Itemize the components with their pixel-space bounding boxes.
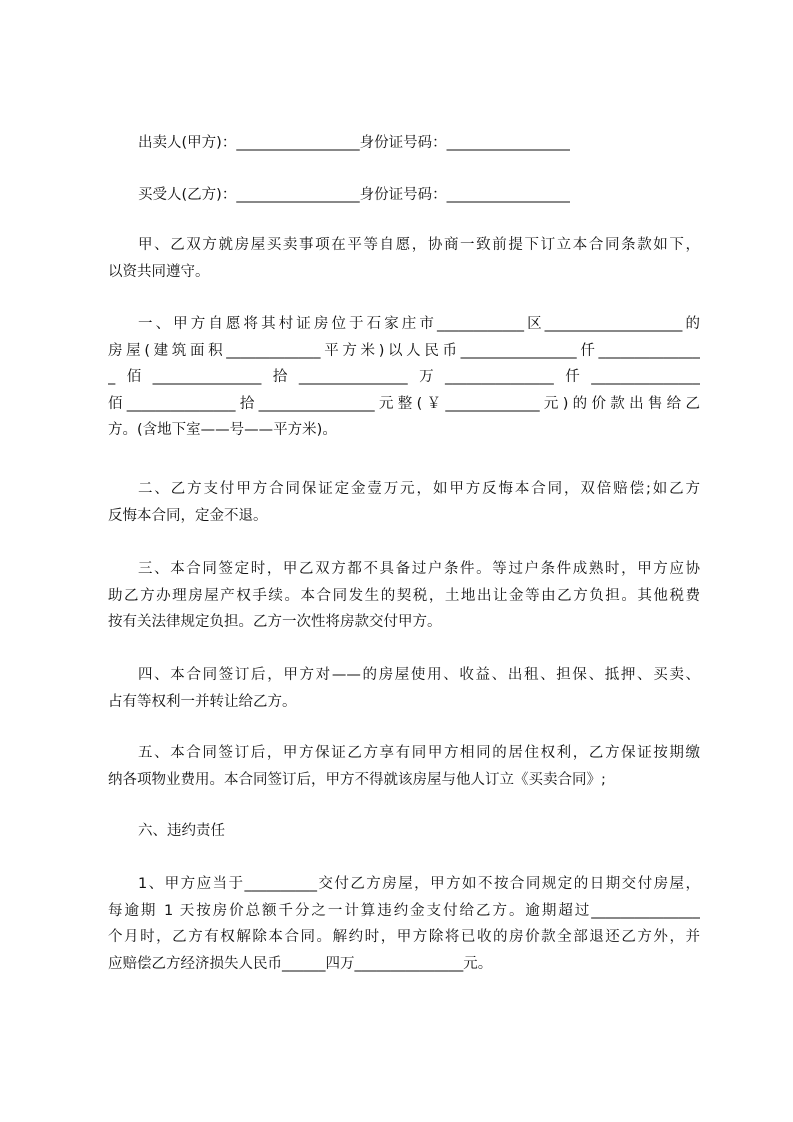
text-line: 以资共同遵守。	[108, 263, 210, 280]
text-line: 1、甲方应当于__________交付乙方房屋，甲方如不按合同规定的日期交付房屋，	[138, 876, 700, 892]
clause-4	[108, 662, 700, 715]
text-line: 助乙方办理房屋产权手续。本合同发生的契税，土地出让金等由乙方负担。其他税费	[108, 587, 700, 604]
buyer-line	[108, 182, 700, 209]
section-heading: 六、违约责任	[138, 823, 225, 839]
text-line: 个月时，乙方有权解除本合同。解约时，甲方除将已收的房价款全部退还乙方外，并	[108, 929, 700, 945]
text-line: 三、本合同签定时，甲乙双方都不具备过户条件。等过户条件成熟时，甲方应协	[138, 561, 700, 577]
text-line: 二、乙方支付甲方合同保证定金壹万元，如甲方反悔本合同，双倍赔偿;如乙方	[138, 481, 700, 497]
clause-6-title	[108, 818, 700, 845]
text-line: 应赔偿乙方经济损失人民币______四万_______________元。	[108, 955, 493, 972]
text-line: 甲、乙双方就房屋买卖事项在平等自愿，协商一致前提下订立本合同条款如下，	[138, 237, 700, 253]
text-line: 占有等权利一并转让给乙方。	[108, 693, 297, 710]
text-line: 一、甲方自愿将其村证房位于石家庄市____________区___________________的	[138, 316, 700, 332]
text-line: 纳各项物业费用。本合同签订后，甲方不得就该房屋与他人订立《买卖合同》;	[108, 771, 606, 788]
text-line: 四、本合同签订后，甲方对——的房屋使用、收益、出租、担保、抵押、买卖、	[138, 667, 700, 683]
text-line: 五、本合同签订后，甲方保证乙方享有同甲方相同的居住权利，乙方保证按期缴	[138, 745, 700, 761]
text-line: 每逾期 1 天按房价总额千分之一计算违约金支付给乙方。逾期超过_______________	[108, 902, 700, 919]
text-line: 房屋(建筑面积_____________平方米)以人民币________________仟______________	[108, 342, 700, 359]
text-line: 反悔本合同，定金不退。	[108, 507, 268, 524]
text-line: 佰_______________拾________________元整(￥_____________元)的价款出售给乙	[108, 395, 700, 412]
text-line: 按有关法律规定负担。乙方一次性将房款交付甲方。	[108, 614, 442, 630]
clause-1	[108, 311, 700, 444]
clause-6-1	[108, 871, 700, 977]
intro-paragraph	[108, 232, 700, 285]
clause-3	[108, 556, 700, 636]
seller-line	[108, 130, 700, 157]
clause-5	[108, 740, 700, 793]
text-line: 方。(含地下室——号——平方米)。	[108, 422, 337, 438]
buyer-info: 买受人(乙方)：_________________身份证号码：_________________	[138, 187, 570, 203]
clause-2	[108, 476, 700, 529]
text-line: _佰_______________拾_______________万_______________仟_______________	[108, 369, 700, 385]
seller-info: 出卖人(甲方)：_________________身份证号码：_________________	[138, 135, 570, 151]
